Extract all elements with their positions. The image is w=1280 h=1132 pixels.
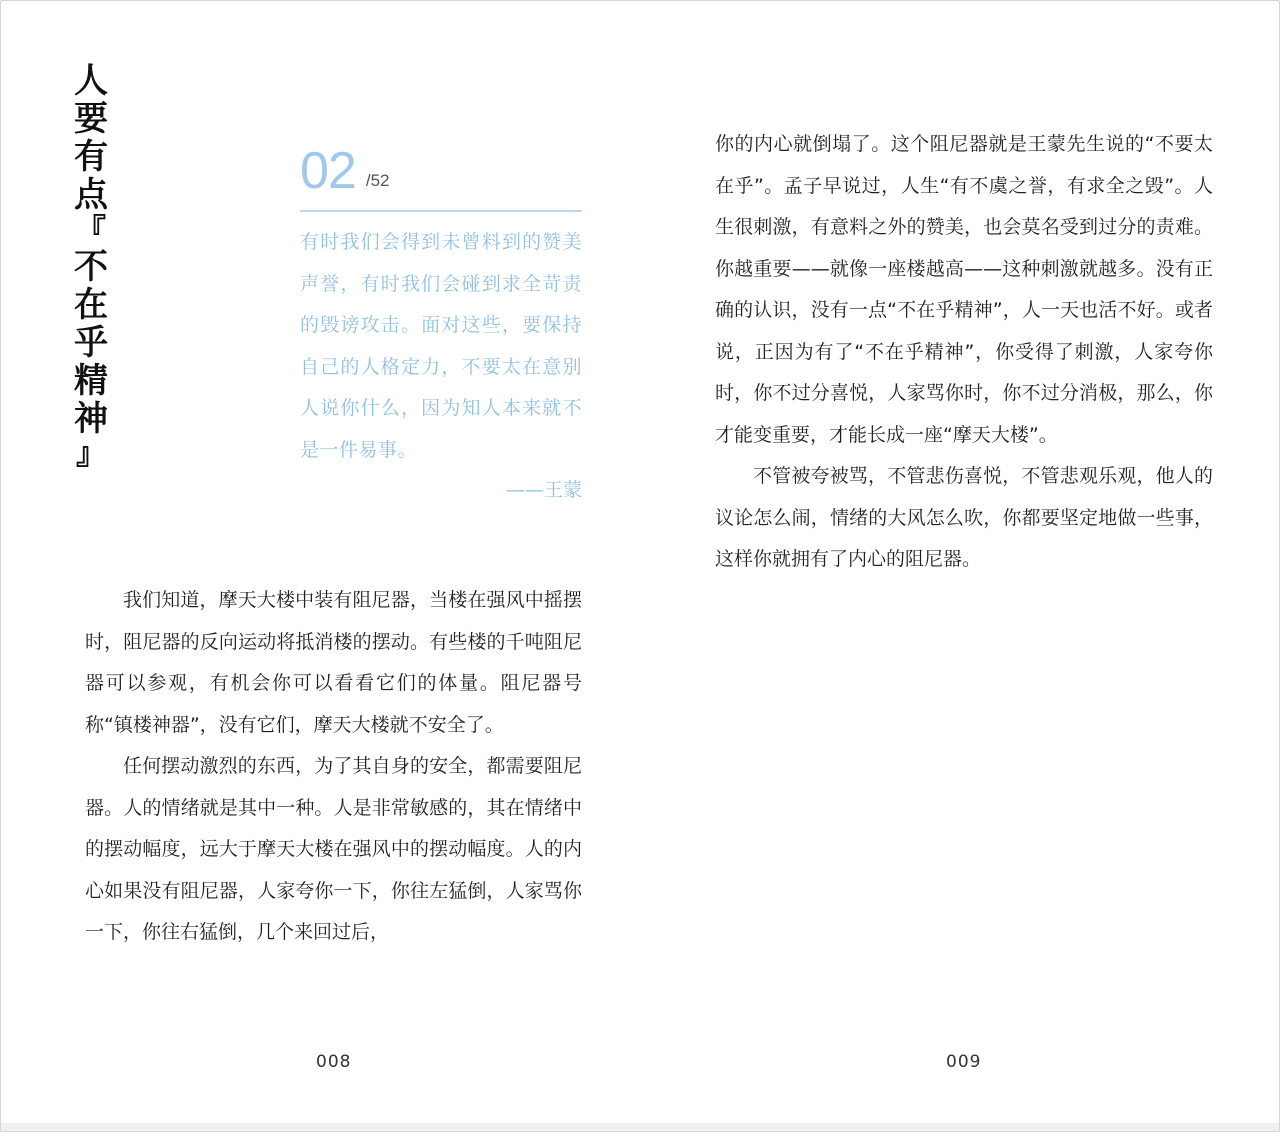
paragraph: 我们知道，摩天大楼中装有阻尼器，当楼在强风中摇摆时，阻尼器的反向运动将抵消楼的摆动。有些楼的千吨阻尼器可以参观，有机会你可以看看它们的体量。阻尼器号称“镇楼神器”，没有它们，摩天大楼就不安全了。 — [85, 589, 582, 736]
paragraph: 任何摆动激烈的东西，为了其自身的安全，都需要阻尼器。人的情绪就是其中一种。人是非常敏感的，其在情绪中的摆动幅度，远大于摩天大楼在强风中的摆动幅度。人的内心如果没有阻尼器，人家夸你一下，你往左猛倒，人家骂你一下，你往右猛倒，几个来回过后， — [85, 755, 582, 943]
title-char: 神 — [74, 399, 108, 439]
epigraph-quote: 有时我们会得到未曾料到的赞美声誉，有时我们会碰到求全苛责的毁谤攻击。面对这些，要保持自己的人格定力，不要太在意别人说你什么，因为知人本来就不是一件易事。 — [300, 231, 582, 461]
title-char: 『 — [76, 213, 106, 248]
epigraph-attribution: ——王蒙 — [505, 479, 582, 501]
chapter-total: /52 — [365, 171, 390, 190]
chapter-title-vertical — [70, 62, 112, 472]
page-number-left: 008 — [316, 1052, 352, 1072]
title-char: 人 — [74, 61, 108, 101]
right-body-text — [715, 124, 1213, 581]
quote-divider — [300, 210, 582, 212]
chapter-number: 02 — [300, 142, 356, 200]
chapter-number-block — [300, 143, 582, 199]
title-char: 点 — [74, 175, 108, 215]
title-char: 在 — [74, 285, 108, 325]
title-char: 乎 — [74, 323, 108, 363]
bottom-strip — [1, 1123, 1279, 1131]
paragraph: 不管被夸被骂，不管悲伤喜悦，不管悲观乐观，他人的议论怎么闹，情绪的大风怎么吹，你都要坚定地做一些事，这样你就拥有了内心的阻尼器。 — [715, 465, 1213, 570]
title-char: 有 — [74, 137, 108, 177]
paragraph-continued: 你的内心就倒塌了。这个阻尼器就是王蒙先生说的“不要太在乎”。孟子早说过，人生“有不虞之誉，有求全之毁”。人生很刺激，有意料之外的赞美，也会莫名受到过分的责难。你越重要——就像一座楼越高——这种刺激就越多。没有正确的认识，没有一点“不在乎精神”，人一天也活不好。或者说，正因为有了“不在乎精神”，你受得了刺激，人家夸你时，你不过分喜悦，人家骂你时，你不过分消极，那么，你才能变重要，才能长成一座“摩天大楼”。 — [715, 133, 1213, 446]
page-number-right: 009 — [946, 1052, 982, 1072]
title-char: 不 — [74, 247, 108, 287]
title-char: 』 — [76, 437, 106, 472]
left-body-text — [85, 580, 582, 954]
title-char: 要 — [74, 99, 108, 139]
title-char: 精 — [74, 361, 108, 401]
